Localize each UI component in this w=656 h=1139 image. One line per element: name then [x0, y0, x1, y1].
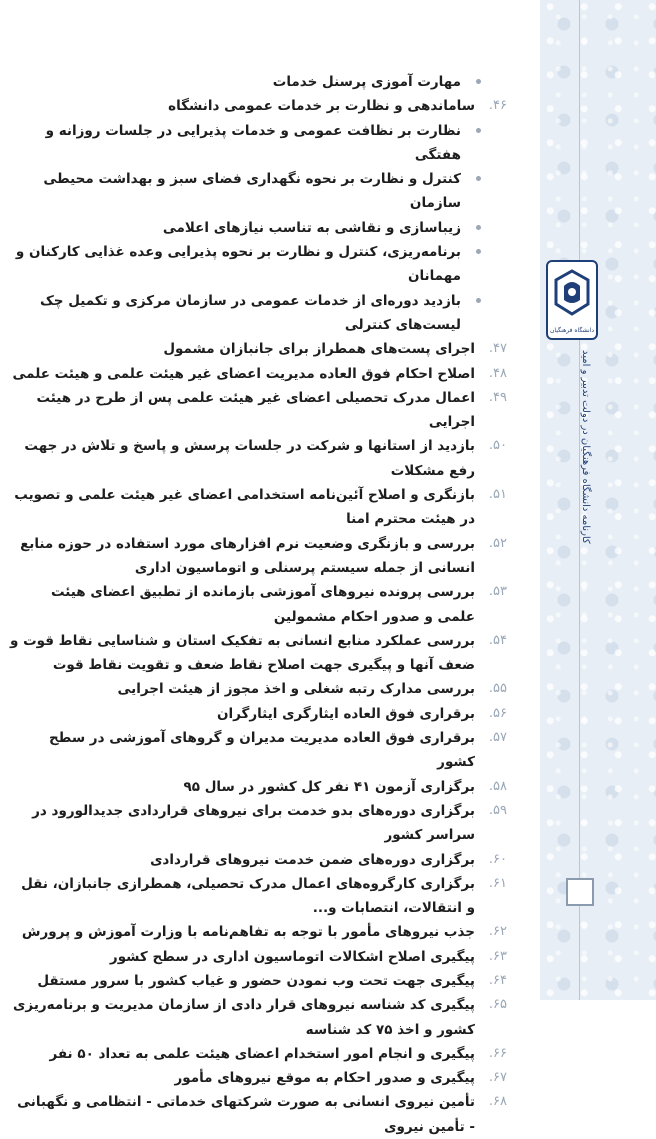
item-text: اصلاح احکام فوق العاده مدیریت اعضای غیر هیئت علمی و هیئت علمی: [12, 365, 475, 382]
item-text: جذب نیروهای مأمور با توجه به تفاهم‌نامه با وزارت آموزش و پرورش: [21, 924, 475, 941]
sidebar-title: کارنامه دانشگاه فرهنگیان در دولت تدبیر و امید: [580, 350, 591, 544]
item-number: ۵۵.: [488, 681, 507, 697]
item-number: ۶۸.: [488, 1094, 507, 1110]
item-number: ۵۲.: [488, 535, 507, 551]
item-text: برگزاری آزمون ۴۱ نفر کل کشور در سال ۹۵: [183, 778, 475, 795]
item-number: ۶۰.: [488, 851, 507, 867]
item-list: [10, 70, 507, 1139]
item-text: پیگیری و انجام امور استخدام اعضای هیئت علمی به تعداد ۵۰ نفر: [49, 1045, 475, 1062]
item-number: ۶۳.: [488, 948, 507, 964]
numbered-item: [10, 799, 507, 848]
item-text: اجرای پست‌های همطراز برای جانبازان مشمول: [163, 341, 475, 358]
item-text: بازنگری و اصلاح آئین‌نامه استخدامی اعضای غیر هیئت علمی و تصویب در هیئت محترم امنا: [14, 487, 475, 528]
emblem-icon: [552, 268, 592, 320]
item-number: ۶۶.: [488, 1045, 507, 1061]
item-text: ساماندهی و نظارت بر خدمات عمومی دانشگاه: [168, 98, 475, 115]
item-text: کنترل و نظارت بر نحوه نگهداری فضای سبز و بهداشت محیطی سازمان: [43, 171, 461, 212]
item-text: برگزاری دوره‌های بدو خدمت برای نیروهای قراردادی جدیدالورود در سراسر کشور: [32, 802, 475, 844]
numbered-item: [10, 1042, 507, 1066]
numbered-item: [10, 702, 507, 726]
numbered-item: [10, 532, 507, 581]
bullet-dot-icon: [476, 128, 481, 133]
numbered-item: [10, 337, 507, 361]
item-number: ۶۲.: [488, 924, 507, 940]
item-text: بررسی پرونده نیروهای آموزشی بازمانده از تطبیق اعضای هیئت علمی و صدور احکام مشمولین: [50, 584, 475, 625]
item-text: برقراری فوق العاده ایثارگری ایثارگران: [216, 705, 475, 722]
item-number: ۴۶.: [488, 98, 507, 114]
bullet-item: [10, 289, 507, 338]
numbered-item: [10, 920, 507, 944]
item-number: ۶۱.: [488, 875, 507, 891]
numbered-item: [10, 629, 507, 678]
numbered-item: [10, 1066, 507, 1090]
item-number: ۵۷.: [488, 730, 507, 746]
logo-caption: دانشگاه فرهنگیان: [549, 327, 595, 334]
item-text: تأمین نیروی انسانی به صورت شرکتهای خدماتی - انتظامی و نگهبانی - تأمین نیروی: [17, 1094, 475, 1135]
numbered-item: [10, 483, 507, 532]
item-text: برگزاری کارگروه‌های اعمال مدرک تحصیلی، همطرازی جانبازان، نقل و انتقالات، انتصابات و...: [21, 875, 475, 917]
item-text: بررسی مدارک رتبه شغلی و اخذ مجوز از هیئت اجرایی: [117, 681, 475, 698]
item-number: ۵۴.: [488, 632, 507, 648]
numbered-item: [10, 434, 507, 483]
item-number: ۵۶.: [488, 705, 507, 721]
bullet-item: [10, 216, 507, 240]
item-number: ۵۳.: [488, 584, 507, 600]
item-number: ۴۹.: [488, 389, 507, 405]
bullet-dot-icon: [476, 298, 481, 303]
item-text: پیگیری و صدور احکام به موقع نیروهای مأمور: [174, 1070, 475, 1087]
item-text: پیگیری جهت تحت وب نمودن حضور و غیاب کشور با سرور مستقل: [37, 972, 475, 989]
item-number: ۴۷.: [488, 341, 507, 357]
numbered-item: [10, 848, 507, 872]
bullet-item: [10, 119, 507, 168]
numbered-item: [10, 872, 507, 921]
numbered-item: [10, 1090, 507, 1139]
item-number: ۵۱.: [488, 487, 507, 503]
item-text: برگزاری دوره‌های ضمن خدمت نیروهای قراردادی: [150, 851, 475, 868]
item-text: بازدید دوره‌ای از خدمات عمومی در سازمان مرکزی و تکمیل چک لیست‌های کنترلی: [39, 292, 461, 333]
item-text: بررسی عملکرد منابع انسانی به تفکیک استان و شناسایی نقاط قوت و ضعف آنها و پیگیری جهت اصلاح نقاط ضعف و تقویت نقاط قوت: [10, 632, 475, 674]
item-number: ۵۸.: [488, 778, 507, 794]
bullet-dot-icon: [476, 79, 481, 84]
item-text: بازدید از استانها و شرکت در جلسات پرسش و پاسخ و تلاش در جهت رفع مشکلات: [24, 438, 475, 479]
bullet-item: [10, 240, 507, 289]
item-text: اعمال مدرک تحصیلی اعضای غیر هیئت علمی پس از طرح در هیئت اجرایی: [36, 389, 475, 431]
decorative-side-strip: [540, 0, 656, 1000]
numbered-item: [10, 993, 507, 1042]
item-number: ۶۴.: [488, 972, 507, 988]
item-text: بررسی و بازنگری وضعیت نرم افزارهای مورد استفاده در حوزه منابع انسانی از جمله سیستم پرسنلی و اتوماسیون اداری: [20, 535, 475, 576]
item-number: ۵۹.: [488, 802, 507, 818]
item-text: نظارت بر نظافت عمومی و خدمات پذیرایی در جلسات روزانه و هفتگی: [45, 122, 461, 163]
item-number: ۶۷.: [488, 1070, 507, 1086]
numbered-item: [10, 677, 507, 701]
item-text: برقراری فوق العاده مدیریت مدیران و گروهای آموزشی در سطح کشور: [48, 730, 475, 771]
item-number: ۵۰.: [488, 438, 507, 454]
item-number: ۴۸.: [488, 365, 507, 381]
bullet-item: [10, 167, 507, 216]
numbered-item: [10, 726, 507, 775]
bullet-dot-icon: [476, 249, 481, 254]
item-number: ۶۵.: [488, 997, 507, 1013]
item-text: پیگیری اصلاح اشکالات اتوماسیون اداری در سطح کشور: [109, 948, 475, 965]
item-text: زیباسازی و نقاشی به تناسب نیازهای اعلامی: [162, 219, 461, 236]
numbered-item: [10, 775, 507, 799]
item-text: برنامه‌ریزی، کنترل و نظارت بر نحوه پذیرایی وعده غذایی کارکنان و مهمانان: [15, 244, 461, 285]
numbered-item: [10, 969, 507, 993]
page-number-box: [566, 878, 594, 906]
numbered-item: [10, 386, 507, 435]
numbered-item: [10, 362, 507, 386]
bullet-dot-icon: [476, 176, 481, 181]
item-text: پیگیری کد شناسه نیروهای قرار دادی از سازمان مدیریت و برنامه‌ریزی کشور و اخذ ۷۵ کد شناسه: [13, 997, 475, 1038]
item-text: مهارت آموزی پرسنل خدمات: [272, 74, 461, 90]
bullet-dot-icon: [476, 225, 481, 230]
numbered-item: [10, 945, 507, 969]
bullet-item: [10, 70, 507, 94]
university-logo: [546, 260, 598, 340]
numbered-item: [10, 580, 507, 629]
numbered-item: [10, 94, 507, 118]
